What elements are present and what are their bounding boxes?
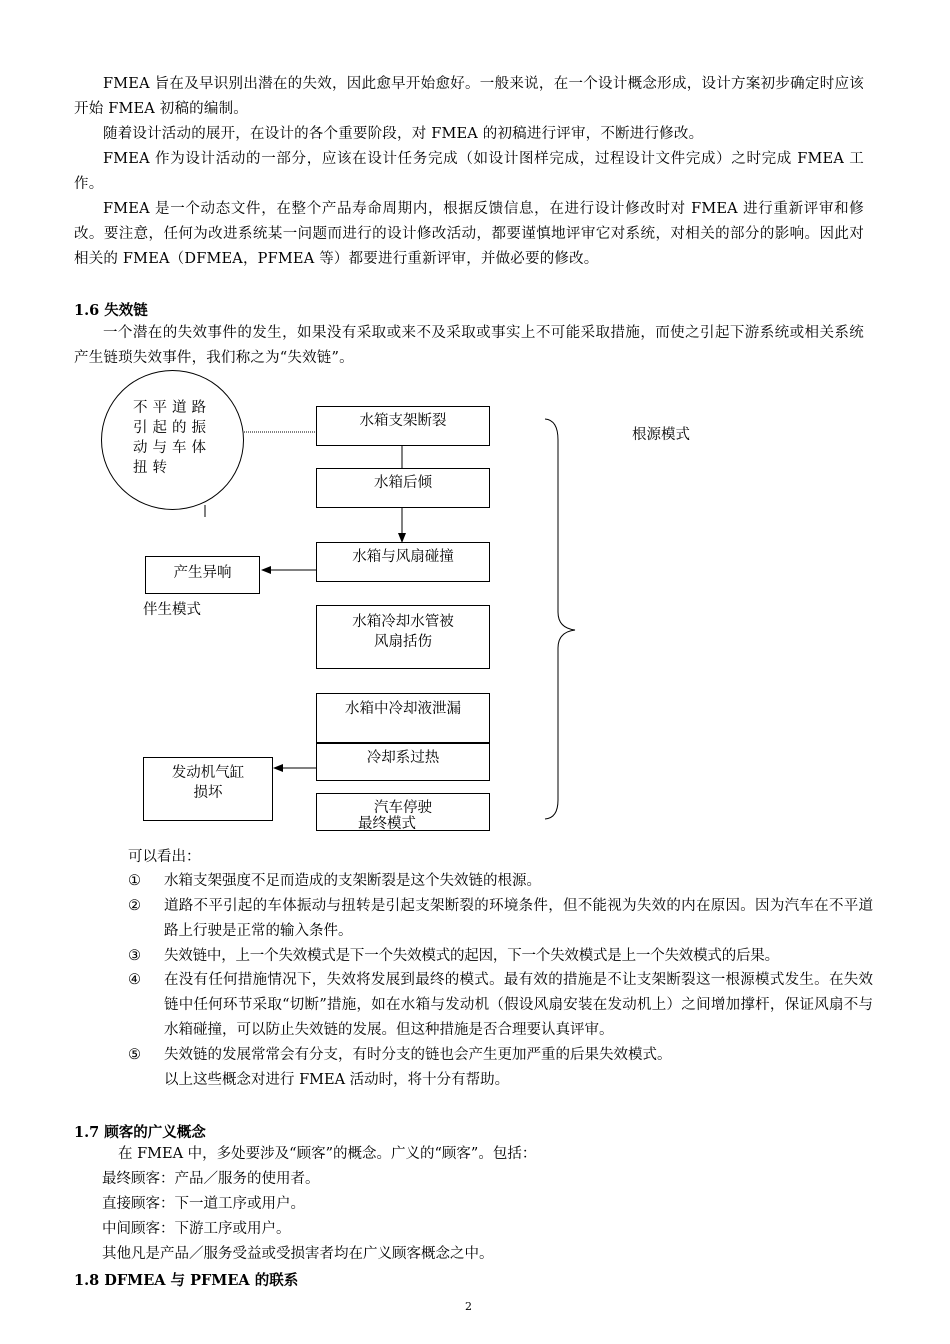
observation-num-3: ③ xyxy=(128,948,141,964)
observation-text-3: 失效链中，上一个失效模式是下一个失效模式的起因，下一个失效模式是上一个失效模式的后果。 xyxy=(164,948,779,964)
observation-item-4 xyxy=(128,968,873,1043)
customer-other: 其他凡是产品／服务受益或受损害者均在广义顾客概念之中。 xyxy=(102,1246,494,1262)
observation-num-1: ① xyxy=(128,873,141,889)
paragraph-fmea-review: 随着设计活动的展开，在设计的各个重要阶段，对 FMEA 的初稿进行评审，不断进行修改。 xyxy=(103,126,704,142)
paragraph-fmea-design-part: FMEA 作为设计活动的一部分，应该在设计任务完成（如设计图样完成，过程设计文件完成）之时完成 FMEA 工作。 xyxy=(74,151,864,192)
observation-text-1: 水箱支架强度不足而造成的支架断裂是这个失效链的根源。 xyxy=(164,873,541,889)
chain-box-bracket-break: 水箱支架断裂 xyxy=(316,406,490,446)
observation-text-4: 在没有任何措施情况下，失效将发展到最终的模式。最有效的措施是不让支架断裂这一根源模式发生。在失效链中任何环节采取“切断”措施，如在水箱与发动机（假设风扇安装在发动机上）之间增加撑杆，保证风扇不与水箱碰撞，可以防止失效链的发展。但这种措施是否合理要认真评审。 xyxy=(164,972,873,1038)
observations-lead: 可以看出： xyxy=(128,849,201,865)
section-heading-1-7: 1.7 顾客的广义概念 xyxy=(74,1124,206,1141)
observation-item-3 xyxy=(128,944,873,969)
environment-circle-text: 不平道路引起的振动与车体扭转 xyxy=(133,400,211,476)
section-heading-1-6: 1.6 失效链 xyxy=(74,302,148,319)
label-final-mode-text: 最终模式 xyxy=(358,816,416,832)
chain-box-hose-scratch xyxy=(316,605,490,669)
side-box-engine-damage-text: 发动机气缸损坏 xyxy=(171,765,245,801)
observation-text-5: 失效链的发展常常会有分支，有时分支的链也会产生更加严重的后果失效模式。 xyxy=(164,1047,672,1063)
chain-box-hose-scratch-text: 水箱冷却水管被风扇括伤 xyxy=(352,614,454,650)
label-accompany-mode: 伴生模式 xyxy=(143,602,201,618)
chain-box-tank-tilt: 水箱后倾 xyxy=(316,468,490,508)
observation-item-1 xyxy=(128,869,873,894)
customer-final: 最终顾客：产品／服务的使用者。 xyxy=(102,1171,320,1187)
chain-box-coolant-leak: 水箱中冷却液泄漏 xyxy=(316,693,490,743)
side-box-engine-damage xyxy=(143,757,273,821)
observation-num-5: ⑤ xyxy=(128,1047,141,1063)
section-heading-1-8: 1.8 DFMEA 与 PFMEA 的联系 xyxy=(74,1272,299,1289)
paragraph-fmea-early: FMEA 旨在及早识别出潜在的失效，因此愈早开始愈好。一般来说，在一个设计概念形成，设计方案初步确定时应该开始 FMEA 初稿的编制。 xyxy=(74,76,864,117)
label-root-mode: 根源模式 xyxy=(632,427,690,443)
observation-item-2 xyxy=(128,894,873,944)
chain-box-vehicle-stop: 汽车停驶 xyxy=(316,793,490,831)
customer-direct: 直接顾客：下一道工序或用户。 xyxy=(102,1196,305,1212)
customer-intermediate: 中间顾客：下游工序或用户。 xyxy=(102,1221,291,1237)
observations-closing: 以上这些概念对进行 FMEA 活动时，将十分有帮助。 xyxy=(164,1072,510,1088)
observation-text-2: 道路不平引起的车体振动与扭转是引起支架断裂的环境条件，但不能视为失效的内在原因。因为汽车在不平道路上行驶是正常的输入条件。 xyxy=(164,898,873,939)
customer-intro: 在 FMEA 中，多处要涉及“顾客”的概念。广义的“顾客”。包括： xyxy=(118,1146,537,1162)
chain-box-tank-fan-collision: 水箱与风扇碰撞 xyxy=(316,542,490,582)
paragraph-fmea-dynamic: FMEA 是一个动态文件，在整个产品寿命周期内，根据反馈信息，在进行设计修改时对 FMEA 进行重新评审和修改。要注意，任何为改进系统某一问题而进行的设计修改活动，都要谨慎地评审它对系统，对相关的部分的影响。因此对相关的 FMEA（DFMEA，PFMEA 等）都要进行重新评审，并做必要的修改。 xyxy=(74,201,864,267)
observation-num-4: ④ xyxy=(128,972,141,988)
root-mode-brace xyxy=(545,419,575,819)
observation-num-2: ② xyxy=(128,898,141,914)
page-number: 2 xyxy=(465,1300,472,1313)
observation-item-5 xyxy=(128,1043,873,1068)
paragraph-failure-chain-intro: 一个潜在的失效事件的发生，如果没有采取或来不及采取或事实上不可能采取措施，而使之引起下游系统或相关系统产生链琐失效事件，我们称之为“失效链”。 xyxy=(74,325,864,366)
side-box-noise: 产生异响 xyxy=(145,556,260,594)
label-final-mode xyxy=(358,816,416,837)
chain-box-overheat: 冷却系过热 xyxy=(316,743,490,781)
